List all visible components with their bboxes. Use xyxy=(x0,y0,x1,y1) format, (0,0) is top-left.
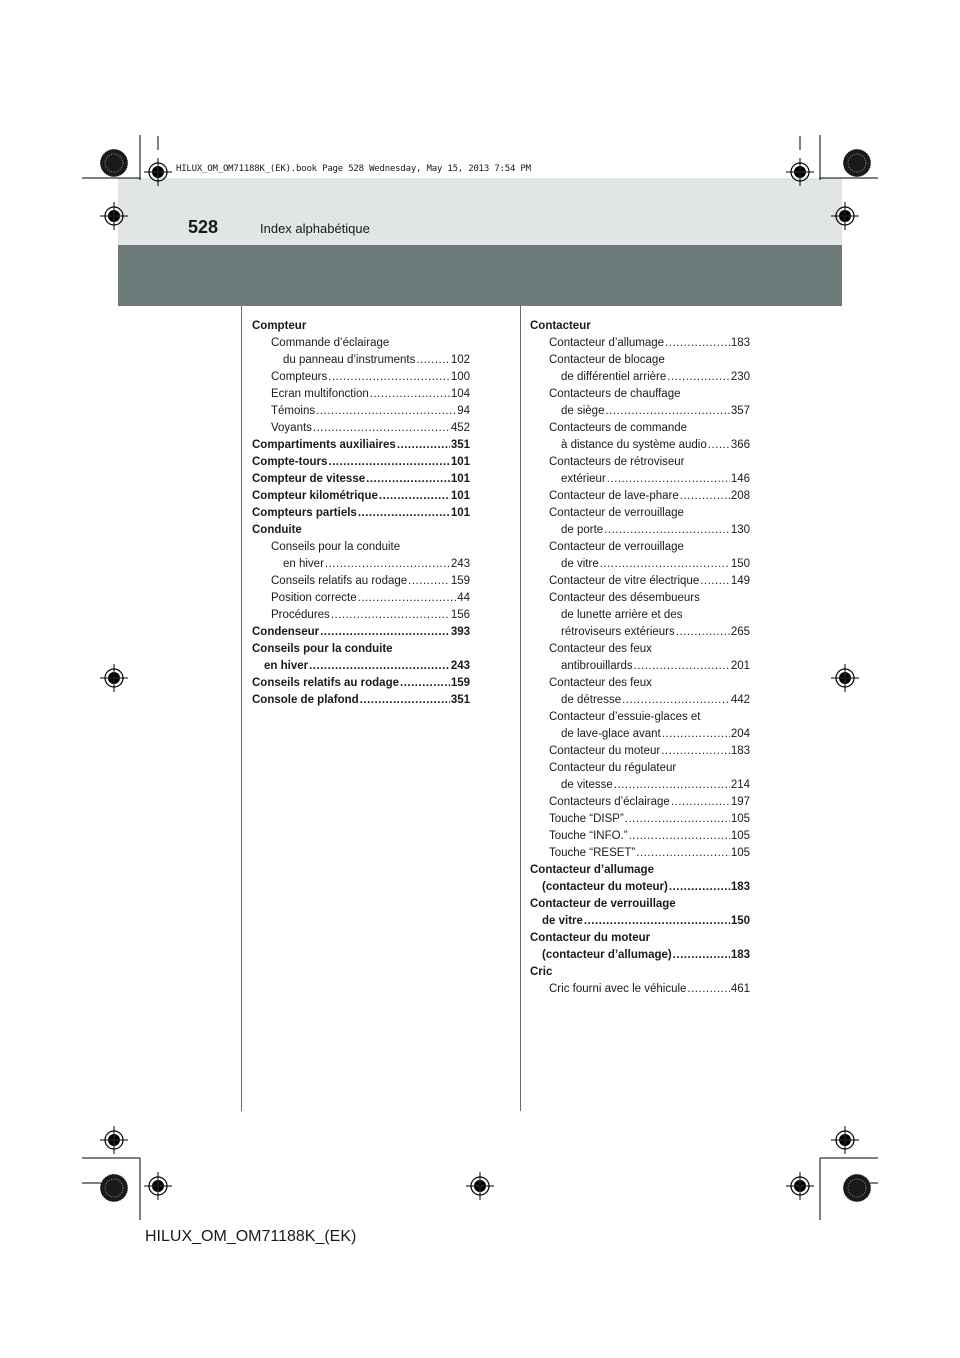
index-entry-page: 101 xyxy=(450,473,470,485)
index-entry-term: Voyants xyxy=(271,422,312,434)
page-number: 528 xyxy=(188,217,219,237)
index-entry-page: 102 xyxy=(450,354,470,366)
index-entry-term: Condenseur xyxy=(252,626,320,638)
index-entry-term: de porte xyxy=(561,524,604,536)
registration-cross-icon xyxy=(144,1172,172,1200)
index-entry-term: de lave-glace avant xyxy=(561,728,661,740)
index-entry-term: (contacteur d’allumage) xyxy=(542,949,672,961)
index-entry-page: 94 xyxy=(457,405,470,417)
index-entry-page: 159 xyxy=(450,575,470,587)
index-entry-term: de vitre xyxy=(561,558,599,570)
index-entry-term: Compteurs xyxy=(271,371,328,383)
index-entry: Contacteur de verrouillage xyxy=(549,507,684,519)
index-entry-page: 159 xyxy=(450,677,470,689)
registration-cross-icon xyxy=(144,158,172,186)
index-entry-page: 214 xyxy=(730,779,750,791)
index-entry-term: Conseils relatifs au rodage xyxy=(252,677,399,689)
index-entry-term: à distance du système audio xyxy=(561,439,707,451)
registration-cross-icon xyxy=(466,1172,494,1200)
registration-cross-icon xyxy=(831,1126,859,1154)
registration-cross-icon xyxy=(786,158,814,186)
index-entry-term: Position correcte xyxy=(271,592,357,604)
index-entry-page: 366 xyxy=(730,439,750,451)
registration-star-icon xyxy=(843,149,871,177)
index-entry: Contacteur des désembueurs xyxy=(549,592,700,604)
index-entry-page: 351 xyxy=(450,694,470,706)
index-entry-page: 452 xyxy=(450,422,470,434)
index-entry: Contacteur de blocage xyxy=(549,354,665,366)
index-entry: Contacteur des feux xyxy=(549,643,652,655)
index-entry-term: (contacteur du moteur) xyxy=(542,881,668,893)
index-entry-page: 351 xyxy=(450,439,470,451)
index-entry: Contacteur des feux xyxy=(549,677,652,689)
index-entry-page: 105 xyxy=(730,830,750,842)
index-entry-term: Compteur kilométrique xyxy=(252,490,378,502)
index-entry: Contacteur de verrouillage xyxy=(530,898,676,910)
index-entry: Conseils pour la conduite xyxy=(252,643,393,655)
registration-cross-icon xyxy=(786,1172,814,1200)
index-entry-term: Contacteur du moteur xyxy=(549,745,661,757)
index-entry-term: Conseils relatifs au rodage xyxy=(271,575,408,587)
index-entry-term: de vitre xyxy=(542,915,583,927)
index-entry-term: Touche “DISP” xyxy=(549,813,624,825)
index-entry: Contacteur du régulateur xyxy=(549,762,677,774)
index-entry-page: 230 xyxy=(730,371,750,383)
index-entry: Contacteur d’allumage xyxy=(530,864,654,876)
index-entry-term: rétroviseurs extérieurs xyxy=(561,626,675,638)
index-entry: Contacteur xyxy=(530,320,591,332)
index-entry-page: 208 xyxy=(730,490,750,502)
index-entry-term: Contacteur de vitre électrique xyxy=(549,575,700,587)
index-entry-term: du panneau d’instruments xyxy=(283,354,416,366)
index-entry-term: en hiver xyxy=(283,558,324,570)
index-entry-page: 101 xyxy=(450,490,470,502)
index-entry-page: 105 xyxy=(730,847,750,859)
index-entry-page: 183 xyxy=(730,745,750,757)
index-entry-page: 393 xyxy=(450,626,470,638)
index-entry-page: 44 xyxy=(457,592,470,604)
index-entry-term: Cric fourni avec le véhicule xyxy=(549,983,687,995)
index-entry-term: Console de plafond xyxy=(252,694,359,706)
index-entry-page: 183 xyxy=(730,949,750,961)
index-entry-term: Contacteur d’allumage xyxy=(549,337,665,349)
index-entry-page: 150 xyxy=(730,558,750,570)
index-entry-page: 146 xyxy=(730,473,750,485)
index-entry-page: 201 xyxy=(730,660,750,672)
index-entry-page: 156 xyxy=(450,609,470,621)
index-entry: Contacteur d’essuie-glaces et xyxy=(549,711,701,723)
index-entry-term: Compteurs partiels xyxy=(252,507,357,519)
index-entry-term: de siège xyxy=(561,405,605,417)
index-entry-page: 183 xyxy=(730,337,750,349)
index-entry-term: Touche “INFO.” xyxy=(549,830,628,842)
section-title: Index alphabétique xyxy=(260,221,370,236)
index-entry-term: extérieur xyxy=(561,473,606,485)
index-entry-page: 149 xyxy=(730,575,750,587)
index-entry-page: 265 xyxy=(730,626,750,638)
index-entry-page: 130 xyxy=(730,524,750,536)
index-entry-page: 461 xyxy=(730,983,750,995)
document-code-footer: HILUX_OM_OM71188K_(EK) xyxy=(145,1228,357,1245)
index-entry-term: en hiver xyxy=(264,660,309,672)
index-entry-term: Contacteur de lave-phare xyxy=(549,490,679,502)
index-entry-page: 183 xyxy=(730,881,750,893)
index-entry-page: 357 xyxy=(730,405,750,417)
book-info-line: HILUX_OM_OM71188K_(EK).book Page 528 Wednesday, May 15, 2013 7:54 PM xyxy=(176,164,531,174)
index-entry-term: de détresse xyxy=(561,694,622,706)
index-entry-term: Contacteurs d’éclairage xyxy=(549,796,670,808)
index-entry-term: Compte-tours xyxy=(252,456,328,468)
index-entry-page: 104 xyxy=(450,388,470,400)
index-entry-page: 100 xyxy=(450,371,470,383)
index-entry-page: 204 xyxy=(730,728,750,740)
index-entry-page: 243 xyxy=(450,660,470,672)
index-entry-term: antibrouillards xyxy=(561,660,633,672)
index-entry: Commande d’éclairage xyxy=(271,337,390,349)
index-entry-term: Touche “RESET” xyxy=(549,847,636,859)
index-entry-term: Procédures xyxy=(271,609,330,621)
index-entry: Contacteurs de chauffage xyxy=(549,388,681,400)
registration-star-icon xyxy=(100,149,128,177)
index-entry-page: 101 xyxy=(450,456,470,468)
index-entry: Contacteur de verrouillage xyxy=(549,541,684,553)
index-entry: Contacteurs de commande xyxy=(549,422,688,434)
index-entry-page: 105 xyxy=(730,813,750,825)
index-entry: de lunette arrière et des xyxy=(561,609,683,621)
registration-cross-icon xyxy=(100,664,128,692)
index-entry: Contacteurs de rétroviseur xyxy=(549,456,685,468)
registration-cross-icon xyxy=(831,664,859,692)
index-entry: Conduite xyxy=(252,524,302,536)
registration-cross-icon xyxy=(100,1126,128,1154)
index-entry-page: 442 xyxy=(730,694,750,706)
index-entry-term: Ecran multifonction xyxy=(271,388,369,400)
registration-star-icon xyxy=(100,1174,128,1202)
index-entry-term: Compteur de vitesse xyxy=(252,473,366,485)
registration-star-icon xyxy=(843,1174,871,1202)
index-entry-term: Compartiments auxiliaires xyxy=(252,439,396,451)
index-entry: Cric xyxy=(530,966,553,978)
index-entry-term: de différentiel arrière xyxy=(561,371,667,383)
registration-cross-icon xyxy=(831,202,859,230)
index-entry-page: 197 xyxy=(730,796,750,808)
index-entry-page: 150 xyxy=(730,915,750,927)
index-entry-page: 243 xyxy=(450,558,470,570)
index-entry: Contacteur du moteur xyxy=(530,932,651,944)
index-entry-term: Témoins xyxy=(271,405,316,417)
index-entry: Conseils pour la conduite xyxy=(271,541,401,553)
index-entry-term: de vitesse xyxy=(561,779,613,791)
index-entry-page: 101 xyxy=(450,507,470,519)
index-entry: Compteur xyxy=(252,320,307,332)
registration-cross-icon xyxy=(100,202,128,230)
